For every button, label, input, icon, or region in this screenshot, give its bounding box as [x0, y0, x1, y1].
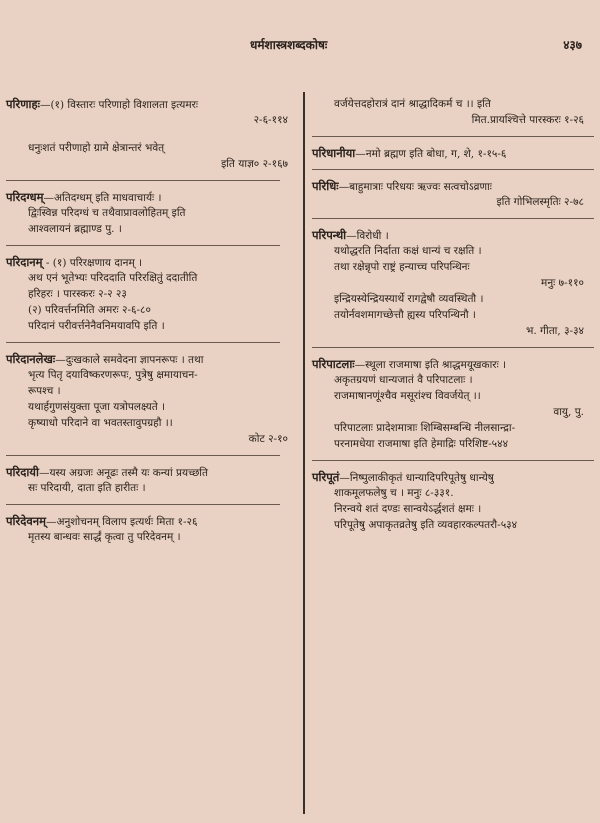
entry-first-line — [6, 96, 298, 112]
entry-separator — [6, 245, 280, 246]
entry-headword: परिपाटलाः — [312, 357, 355, 371]
entry-definition: —नमो ब्रह्मण इति बोधा, ग, शे, १-१५-६ — [355, 148, 507, 160]
entry-first-line — [6, 254, 298, 270]
citation-reference: कोट २-१० — [248, 433, 288, 445]
dictionary-entry — [6, 351, 298, 447]
entry-first-line — [312, 178, 594, 194]
entry-citation-line — [312, 323, 594, 339]
entry-text-line: अकृतग्रयणं धान्यजातं वै परिपाटलाः । — [334, 374, 473, 386]
entry-citation-line — [6, 112, 298, 128]
entry-text-line: रूपश्च । — [28, 385, 61, 397]
entry-headword: परिदानम् — [6, 255, 43, 269]
citation-reference: २-६-११४ — [253, 114, 288, 126]
entry-text-line: द्विःस्विन्न परिदग्धं च तथैवाप्रावलोहितम् इति — [28, 207, 186, 219]
entry-definition: —निष्पुलाकीकृतं धान्यादिपरिपूतेषु धान्येषु — [339, 472, 494, 484]
entry-definition: —विरोधी । — [346, 230, 389, 242]
dictionary-entry — [312, 145, 594, 161]
right-column — [312, 96, 594, 537]
entry-separator — [312, 460, 594, 461]
dictionary-entry — [312, 96, 594, 128]
entry-definition: —बाहुमात्राः परिधयः ऋज्वः सत्वचोऽव्रणाः — [338, 181, 492, 193]
entry-definition: —अनुशोचनम् विलाप इत्यर्थः मिता १-२६ — [45, 516, 198, 528]
entry-text-line: इन्द्रियस्येन्द्रियस्यार्थे रागद्वेषौ व्यवस्थितौ । — [334, 293, 484, 305]
entry-first-line — [312, 469, 594, 485]
entry-citation-line — [312, 112, 594, 128]
entry-definition: —यस्य अग्रजः अनूढः तस्मै यः कन्यां प्रयच्छति — [38, 467, 209, 479]
entry-definition: —स्थूला राजमाषा इति श्राद्धमयूखकारः । — [354, 359, 507, 371]
entry-text-line: परिपाटलाः प्रादेशमात्राः शिम्बिसम्बन्धि नीलसान्द्रा- — [334, 422, 516, 434]
entry-citation-line — [312, 275, 594, 291]
line-gap — [6, 128, 298, 140]
entry-text-line: अथ एनं भूतेभ्यः परिददाति परिरक्षितुं ददातीति — [28, 272, 198, 284]
entry-citation-line — [312, 194, 594, 210]
entry-separator — [6, 342, 280, 343]
entry-first-line — [6, 513, 298, 529]
column-divider — [303, 92, 305, 814]
entry-headword: परिदायी — [6, 465, 39, 479]
entry-headword: परिदेवनम् — [6, 514, 46, 528]
dictionary-entry — [312, 356, 594, 452]
entry-text-line: यथार्हगुणसंयुक्ता पूजा यत्रोपलक्ष्यते । — [28, 401, 166, 413]
entry-headword: परिपन्थी — [312, 228, 347, 242]
entry-citation-line — [6, 156, 298, 172]
entry-headword: परिणाहः — [6, 97, 40, 111]
entry-text-line: तथा रक्षेन्नृपो राष्ट्रं हन्याच्च परिपन्थिनः — [334, 261, 470, 273]
citation-reference: भ. गीता, ३-३४ — [526, 325, 584, 337]
entry-first-line — [6, 464, 298, 480]
entry-text-line: शाकमूलफलेषु च । मनुः ८-३३१. — [334, 487, 454, 499]
entry-text-line: धनुःशतं परीणाहो ग्रामे क्षेत्रान्तरं भवेत् — [28, 142, 165, 154]
citation-reference: वायु, पु. — [553, 406, 584, 418]
entry-definition: —अतिदग्धम् इति माधवाचार्यः । — [43, 192, 162, 204]
entry-text-line: भृत्य पितृ दयाविष्करणरूपः, पुत्रेषु क्षमायाचन- — [28, 369, 198, 381]
entry-headword: परिधिः — [312, 179, 339, 193]
dictionary-entry — [6, 189, 298, 237]
dictionary-entry — [312, 227, 594, 339]
entry-separator — [312, 169, 594, 170]
citation-reference: मनुः ७-११० — [541, 277, 584, 289]
entry-first-line — [6, 189, 298, 205]
entry-separator — [312, 347, 594, 348]
dictionary-entry — [312, 178, 594, 210]
entry-text-line: यथोद्धरति निर्दाता कक्षं धान्यं च रक्षति । — [334, 245, 482, 257]
entry-separator — [312, 218, 594, 219]
entry-definition: —दुःखकाले समवेदना ज्ञापनरूपः । तथा — [55, 354, 204, 366]
page-number: ४३७ — [563, 38, 582, 52]
entry-separator — [6, 180, 280, 181]
left-column — [6, 96, 298, 549]
running-head — [0, 36, 600, 56]
entry-separator — [312, 136, 594, 137]
entry-text-line: मृतस्य बान्धवः सार्द्धं कृत्वा तु परिदेवनम् । — [28, 531, 181, 543]
entry-first-line — [6, 351, 298, 367]
citation-reference: मित.प्रायश्चित्ते पारस्करः १-२६ — [471, 114, 584, 126]
entry-first-line — [312, 356, 594, 372]
dictionary-entry — [6, 513, 298, 545]
entry-text-line: कृष्याधो परिदाने वा भवतस्तावुपग्रहौ ।। — [28, 417, 173, 429]
entry-text-line: परिदानं परीवर्त्तनेनैवनिमयावपि इति । — [28, 320, 165, 332]
entry-text-line: वर्जयेत्तदहोरात्रं दानं श्राद्धादिकर्म च ।। इति — [334, 98, 491, 110]
entry-text-line: राजमाषानणूंश्चैव मसूरांश्च विवर्जयेत् ।। — [334, 390, 481, 402]
dictionary-entry — [6, 96, 298, 172]
entry-headword: परिधानीया — [312, 146, 356, 160]
entry-text-line: परनामधेया राजमाषा इति हेमाद्रिः परिशिष्ट-५४४ — [334, 438, 509, 450]
entry-first-line — [312, 145, 594, 161]
dictionary-entry — [6, 254, 298, 334]
entry-text-line: तयोर्नवशमागच्छेत्तौ ह्यस्य परिपन्थिनौ । — [334, 309, 476, 321]
entry-definition: —(१) विस्तारः परिणाहो विशालता इत्यमरः — [39, 99, 199, 111]
entry-text-line: आश्वलायनं ब्रह्माण्ड पु. । — [28, 223, 122, 235]
dictionary-entry — [6, 464, 298, 496]
entry-text-line: निरन्वये शतं दण्डः सान्वयेऽर्द्धशतं क्षमः । — [334, 503, 482, 515]
citation-reference: इति याज्ञ० २-१६७ — [221, 158, 288, 170]
entry-citation-line — [312, 404, 594, 420]
entry-definition: - (१) परिरक्षणाय दानम् । — [42, 257, 143, 269]
entry-headword: परिदग्धम् — [6, 190, 44, 204]
citation-reference: इति गोभिलस्मृतिः २-७८ — [496, 196, 584, 208]
entry-separator — [6, 455, 280, 456]
entry-headword: परिपूतं — [312, 470, 340, 484]
entry-text-line: परिपूतेषु अपाकृतव्रतेषु इति व्यवहारकल्पतरौ-५३४ — [334, 519, 518, 531]
entry-text-line: (२) परिवर्त्तनमिति अमरः २-६-८० — [28, 304, 151, 316]
entry-first-line — [312, 227, 594, 243]
entry-headword: परिदानलेखः — [6, 352, 56, 366]
entry-separator — [6, 504, 280, 505]
running-head-title: धर्मशास्त्रशब्दकोषः — [250, 38, 328, 52]
entry-text-line: हरिहरः । पारस्करः २-२ २३ — [28, 288, 127, 300]
entry-citation-line — [6, 431, 298, 447]
entry-text-line: सः परिदायी, दाता इति हारीतः । — [28, 482, 146, 494]
dictionary-entry — [312, 469, 594, 533]
